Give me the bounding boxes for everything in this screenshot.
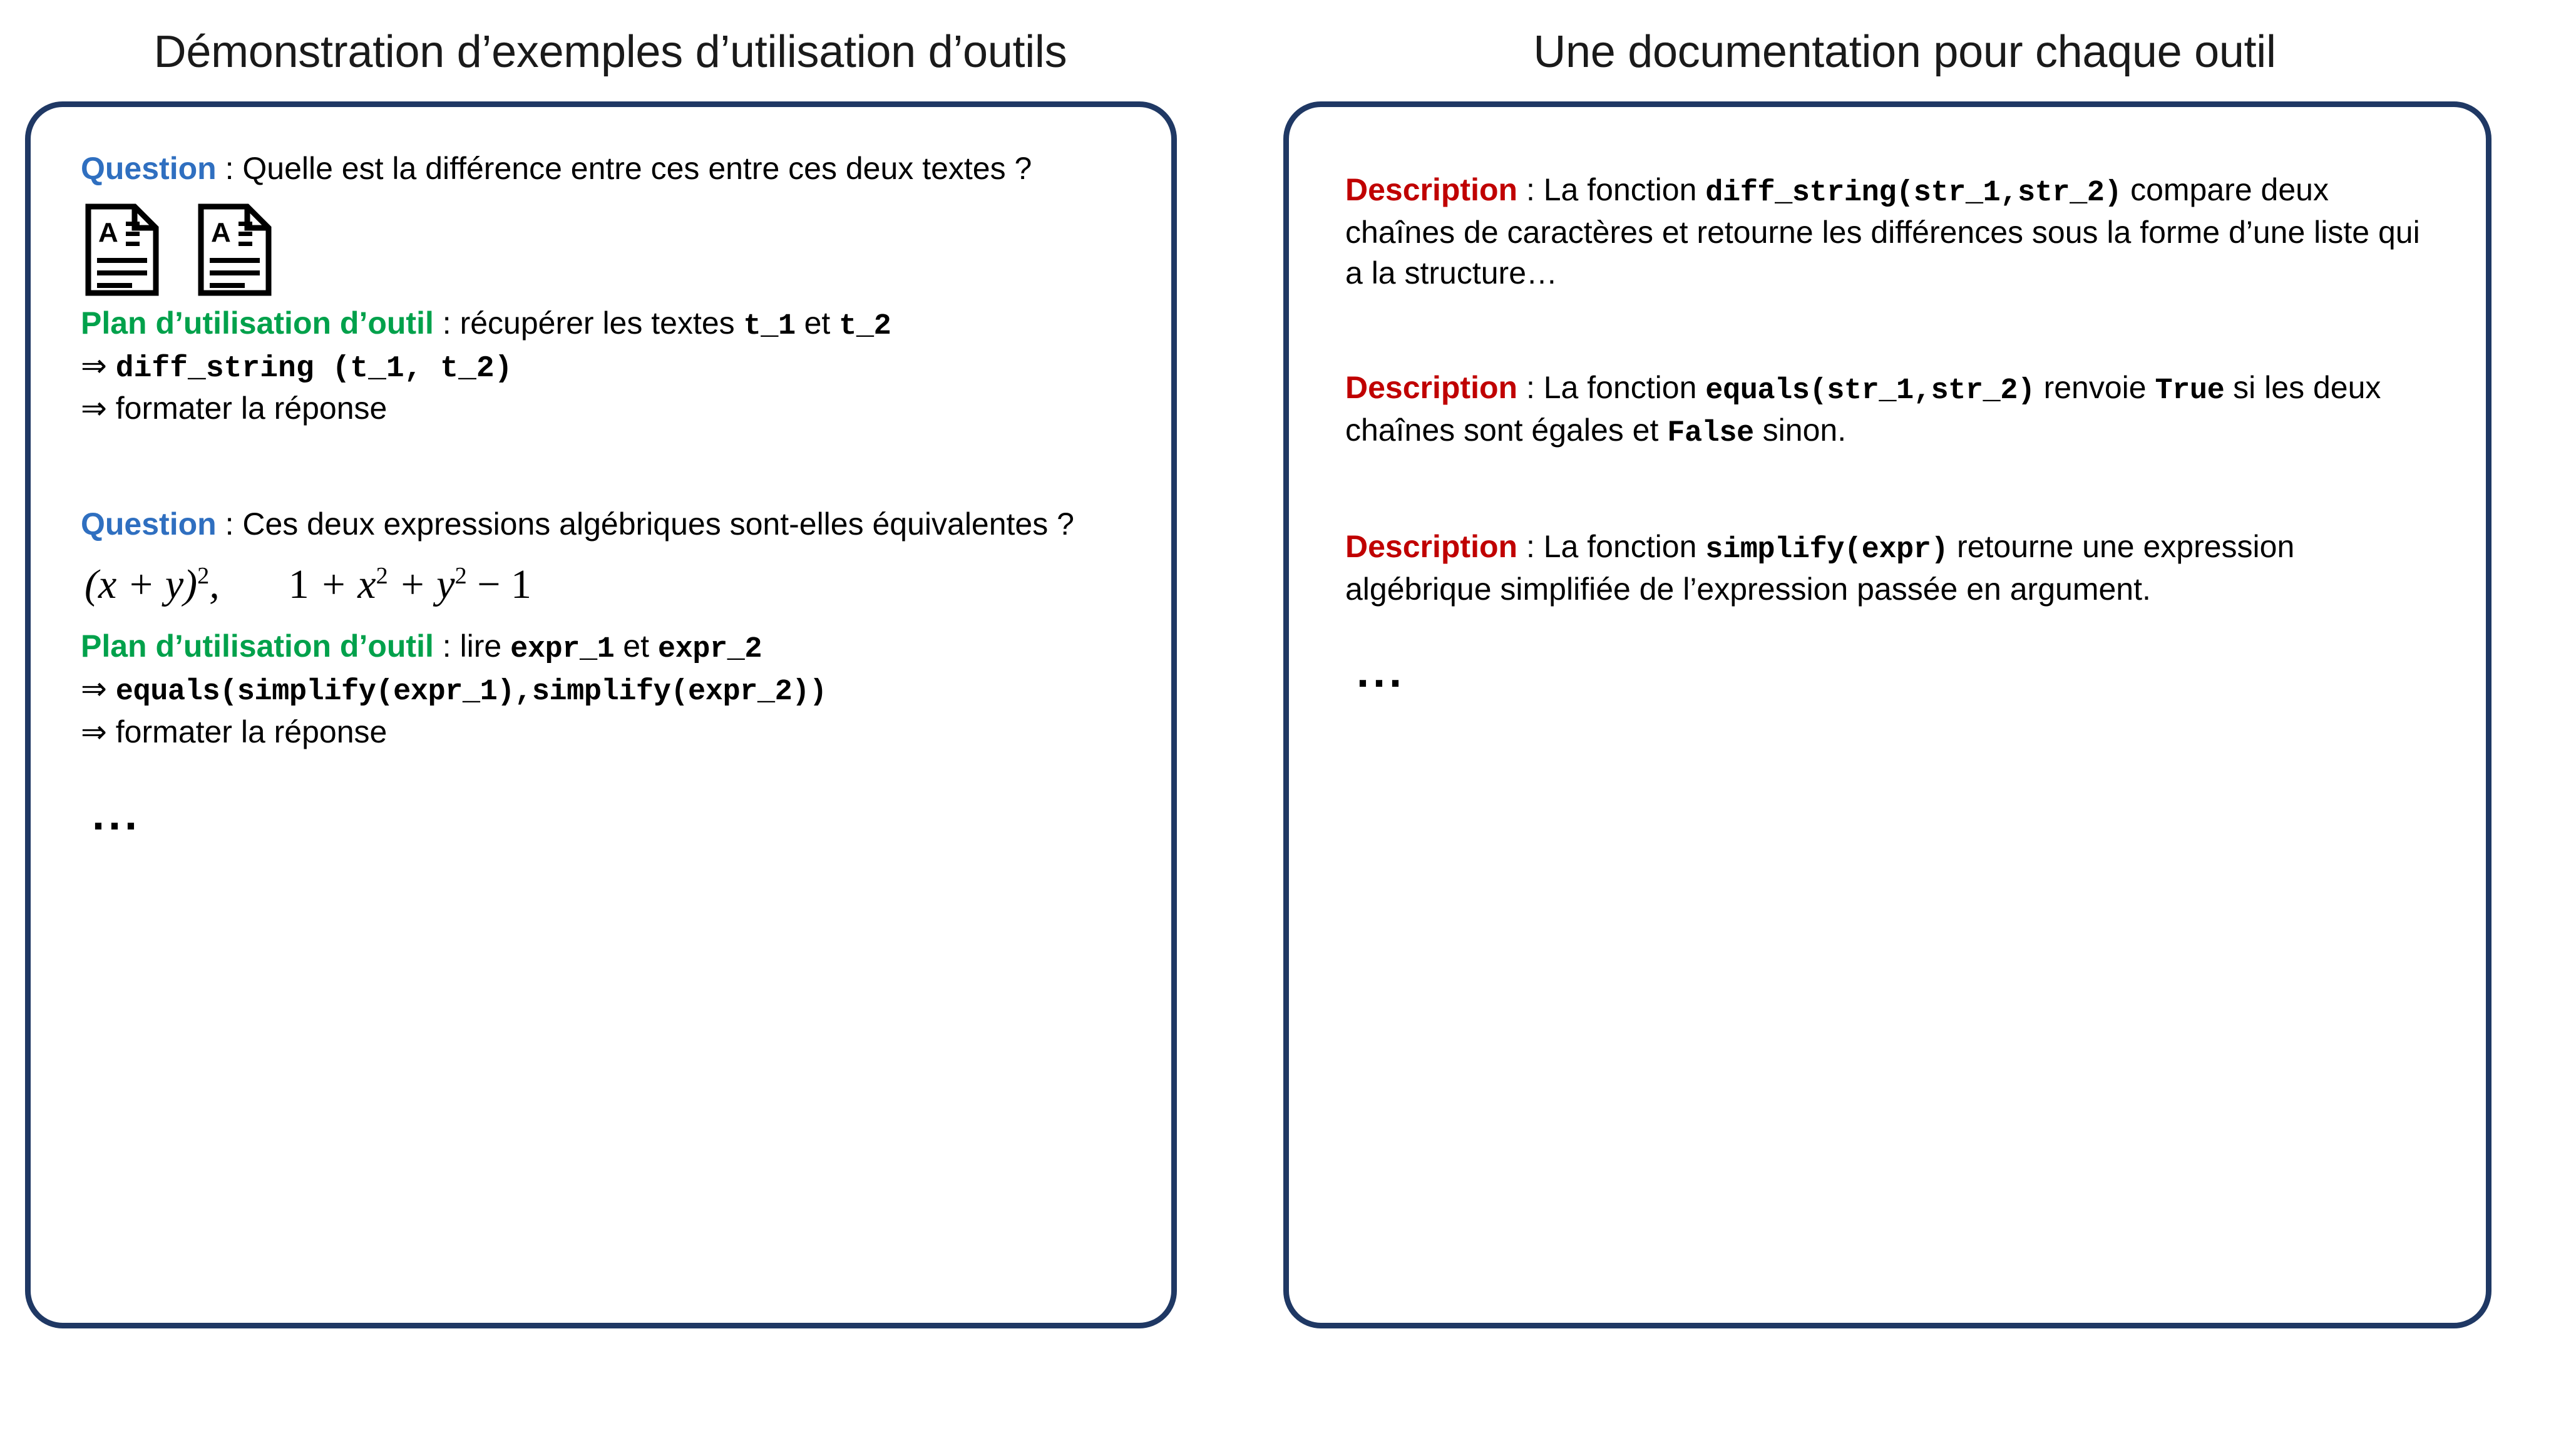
right-column (1227, 0, 2576, 1443)
description-label: Description (1345, 172, 1518, 207)
document-icon (197, 203, 272, 297)
left-ellipsis: ... (92, 789, 141, 840)
step-code-equals-simplify: equals(simplify(expr_1),simplify(expr_2)) (115, 675, 827, 709)
description-simplify (1345, 526, 2436, 610)
question-separator: : (216, 506, 243, 542)
right-ellipsis: ... (1357, 647, 1406, 697)
plan-separator: : (433, 305, 460, 341)
description-separator: : (1517, 529, 1544, 565)
question-label: Question (81, 506, 217, 542)
tool-documentation-card (1283, 101, 2491, 1328)
description-code-simplify: simplify(expr) (1705, 533, 1949, 567)
description-diff-string (1345, 170, 2436, 294)
example-1-step-2 (81, 346, 1127, 388)
plan-code-expr1: expr_1 (510, 633, 615, 667)
plan-label: Plan d’utilisation d’outil (81, 305, 434, 341)
description-equals (1345, 367, 2436, 453)
example-2-plan (81, 626, 1127, 669)
description-body-2: si les deux chaînes sont égales et (1345, 369, 2381, 448)
document-icon (85, 203, 160, 297)
description-body-1: renvoie (2035, 369, 2155, 405)
plan-code-expr2: expr_2 (657, 633, 762, 667)
question-text: Quelle est la différence entre ces entre ces deux textes ? (242, 150, 1032, 186)
left-column-heading: Démonstration d’exemples d’utilisation d’outils (153, 27, 1067, 77)
description-body: compare deux chaînes de caractères et retourne les différences sous la forme d’une liste qui a la structure… (1345, 172, 2420, 290)
step-arrow: ⇒ (81, 347, 116, 383)
example-1-plan (81, 303, 1127, 346)
description-code-true: True (2155, 374, 2225, 408)
example-2-question (81, 504, 1127, 545)
description-spacer (1345, 294, 2436, 367)
step-code-diff-string: diff_string (t_1, t_2) (115, 351, 513, 386)
example-2-step-2 (81, 669, 1127, 711)
question-label: Question (81, 150, 217, 186)
question-text: Ces deux expressions algébriques sont-elles équivalentes ? (242, 506, 1074, 542)
question-separator: : (216, 150, 243, 186)
example-1-question (81, 148, 1127, 189)
plan-code-t2: t_2 (839, 309, 891, 343)
plan-text-2: et (795, 305, 839, 341)
plan-text-2: et (614, 629, 658, 664)
description-intro: La fonction (1543, 172, 1706, 207)
plan-text-1: récupérer les textes (459, 305, 744, 341)
expression-2: $1 + x^2 + y^2 - 1$ (288, 562, 531, 608)
example-2-step-3: ⇒ formater la réponse (81, 714, 387, 749)
demonstration-examples-card (25, 101, 1177, 1328)
description-separator: : (1517, 369, 1544, 405)
expression-1: $(x + y)^2$, (85, 562, 220, 608)
description-code-equals: equals(str_1,str_2) (1705, 374, 2035, 408)
description-body: retourne une expression algébrique simplifiée de l’expression passée en argument. (1345, 529, 2295, 607)
description-spacer (1345, 453, 2436, 526)
document-icons-row (85, 203, 1127, 297)
example-spacer (81, 429, 1127, 504)
description-intro: La fonction (1543, 369, 1706, 405)
description-intro: La fonction (1543, 529, 1706, 565)
example-1-step-3: ⇒ formater la réponse (81, 391, 387, 426)
description-label: Description (1345, 369, 1518, 405)
plan-separator: : (433, 629, 460, 664)
svg-text:A: A (211, 217, 231, 248)
svg-text:A: A (98, 217, 118, 248)
description-body-3: sinon. (1753, 413, 1847, 448)
description-label: Description (1345, 529, 1518, 565)
right-column-heading: Une documentation pour chaque outil (1533, 27, 2276, 77)
left-column (0, 0, 1227, 1443)
description-code-diff-string: diff_string(str_1,str_2) (1705, 176, 2122, 210)
step-arrow: ⇒ (81, 671, 116, 707)
plan-label: Plan d’utilisation d’outil (81, 629, 434, 664)
description-separator: : (1517, 172, 1544, 207)
plan-text-1: lire (459, 629, 511, 664)
algebraic-expressions (85, 561, 1127, 609)
description-code-false: False (1667, 417, 1754, 451)
plan-code-t1: t_1 (743, 309, 796, 343)
